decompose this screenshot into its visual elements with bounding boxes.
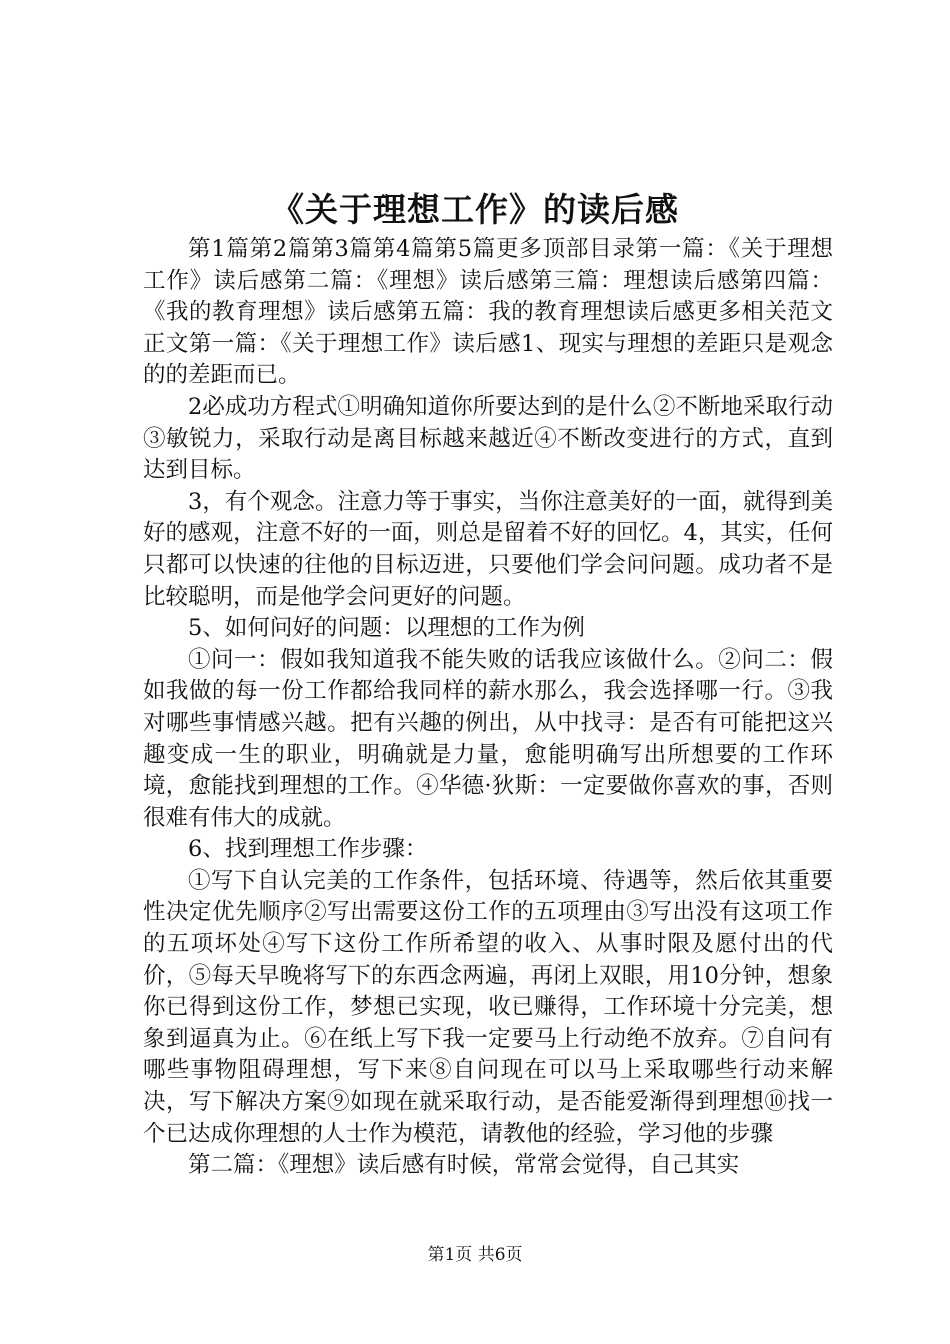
- paragraph-2: 2必成功方程式①明确知道你所要达到的是什么②不断地采取行动③敏锐力，采取行动是离目标越来越近④不断改变进行的方式，直到达到目标。: [143, 393, 833, 484]
- document-title: 《关于理想工作》的读后感: [271, 190, 679, 229]
- paragraph-1: 第1篇第2篇第3篇第4篇第5篇更多顶部目录第一篇：《关于理想工作》读后感第二篇：《理想》读后感第三篇：理想读后感第四篇：《我的教育理想》读后感第五篇：我的教育理想读后感更多相关范文正文第一篇：《关于理想工作》读后感1、现实与理想的差距只是观念的的差距而已。: [143, 236, 833, 389]
- page-footer: 第1页 共6页: [427, 1245, 523, 1265]
- paragraph-4: 5、如何问好的问题：以理想的工作为例: [188, 615, 585, 642]
- paragraph-8: 第二篇：《理想》读后感有时候，常常会觉得，自己其实: [188, 1152, 740, 1179]
- paragraph-5: ①问一：假如我知道我不能失败的话我应该做什么。②问二：假如我做的每一份工作都给我同样的薪水那么，我会选择哪一行。③我对哪些事情感兴越。把有兴趣的例出，从中找寻：是否有可能把这兴趣变成一生的职业，明确就是力量，愈能明确写出所想要的工作环境，愈能找到理想的工作。④华德·狄斯：一定要做你喜欢的事，否则很难有伟大的成就。: [143, 646, 833, 831]
- document-body: [143, 234, 833, 1182]
- paragraph-7: ①写下自认完美的工作条件，包括环境、待遇等，然后依其重要性决定优先顺序②写出需要这份工作的五项理由③写出没有这项工作的五项坏处④写下这份工作所希望的收入、从事时限及愿付出的代价，⑤每天早晚将写下的东西念两遍，再闭上双眼，用10分钟，想象你已得到这份工作，梦想已实现，收已赚得，工作环境十分完美，想象到逼真为止。⑥在纸上写下我一定要马上行动绝不放弃。⑦自问有哪些事物阻碍理想，写下来⑧自问现在可以马上采取哪些行动来解决，写下解决方案⑨如现在就采取行动，是否能爱渐得到理想⑩找一个已达成你理想的人士作为模范，请教他的经验，学习他的步骤: [143, 867, 833, 1147]
- paragraph-6: 6、找到理想工作步骤：: [188, 836, 428, 863]
- paragraph-3: 3，有个观念。注意力等于事实，当你注意美好的一面，就得到美好的感观，注意不好的一面，则总是留着不好的回忆。4，其实，任何只都可以快速的往他的目标迈进，只要他们学会问问题。成功者不是比较聪明，而是他学会问更好的问题。: [143, 488, 833, 610]
